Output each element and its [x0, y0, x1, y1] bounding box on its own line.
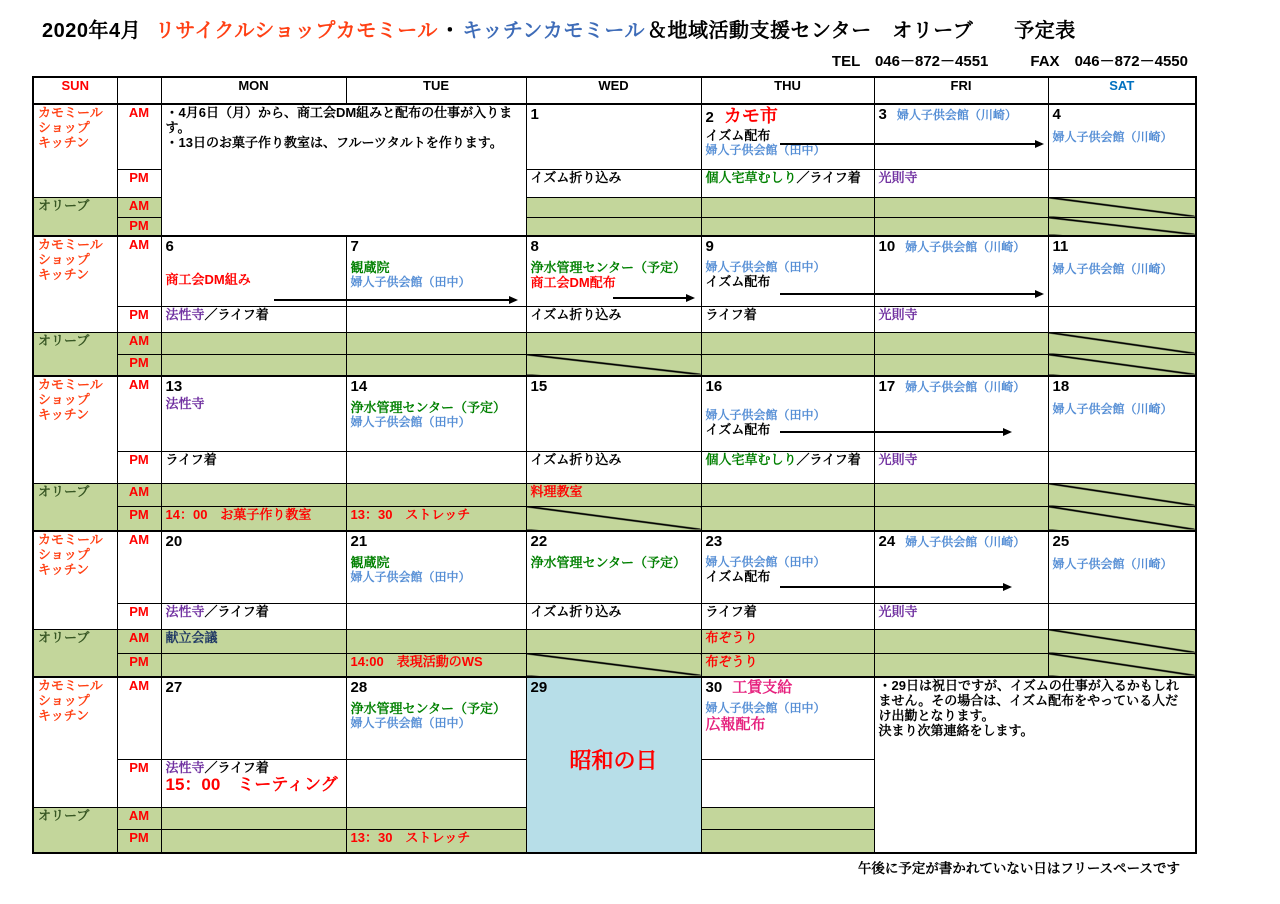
event-segment: カモ市	[723, 106, 778, 126]
cell-w1-sat-olive-pm	[1048, 217, 1196, 236]
header-sun: SUN	[33, 77, 117, 104]
group-label-line: キッチン	[38, 406, 90, 422]
cell-w5-mon-pm	[161, 759, 346, 807]
cell-w3-sat-olive-pm	[1048, 506, 1196, 531]
cell-w3-wed-olive-am	[526, 483, 701, 506]
ampm-label: PM	[117, 603, 161, 629]
cell-w1-thu-olive-am	[701, 197, 874, 217]
day-number: 1	[530, 106, 539, 123]
day-number: 9	[705, 238, 714, 255]
day-number: 30	[705, 679, 723, 696]
ampm-label: AM	[117, 376, 161, 451]
title-year: 2020年4月	[42, 20, 142, 42]
event-segment: 商工会DM配布	[530, 275, 616, 291]
event-segment: 婦人子供会館（川崎）	[1052, 130, 1173, 145]
group-label-kitchen	[33, 677, 117, 807]
week-2	[33, 236, 1196, 376]
cell-w5-thu-am	[701, 677, 874, 759]
event-segment: 婦人子供会館（田中）	[705, 408, 826, 423]
day-number: 15	[530, 378, 548, 395]
cell-w2-fri-olive-pm	[874, 354, 1048, 376]
ampm-label: AM	[117, 236, 161, 306]
day-number: 22	[530, 533, 548, 550]
cell-w4-wed-pm	[526, 603, 701, 629]
event-segment: 浄水管理センター（予定）	[530, 555, 686, 571]
cell-w3-sat-am	[1048, 376, 1196, 451]
event-segment: 観蔵院	[350, 555, 390, 571]
cell-w5-mon-olive-pm	[161, 829, 346, 853]
note-line: ・29日は祝日ですが、イズムの仕事が入るかもしれません。その場合は、イズム配布をやっている人だけ出勤となります。	[878, 678, 1179, 723]
group-label-line: カモミール	[38, 678, 103, 693]
event-segment: 法性寺	[165, 759, 205, 775]
title-rest: ＆地域活動支援センター オリーブ 予定表	[647, 20, 1076, 42]
group-label-olive	[33, 629, 117, 677]
cell-w2-mon-olive-pm	[161, 354, 346, 376]
event-segment: ライフ着	[705, 306, 757, 322]
cell-w3-tue-olive-pm	[346, 506, 526, 531]
event-segment: 14：00 お菓子作り教室	[165, 506, 312, 522]
ampm-label: AM	[117, 531, 161, 603]
cell-w2-thu-am	[701, 236, 874, 306]
cell-w1-fri-olive-pm	[874, 217, 1048, 236]
day-number: 13	[165, 378, 183, 395]
cell-w5-tue-olive-pm	[346, 829, 526, 853]
day-number: 23	[705, 533, 723, 550]
event-segment: 法性寺	[165, 396, 205, 412]
event-segment: イズム配布	[705, 274, 771, 290]
cell-w3-sat-olive-am	[1048, 483, 1196, 506]
event-segment: ／ライフ着	[796, 451, 861, 467]
group-label-line: オリーブ	[38, 332, 90, 348]
event-segment: 婦人子供会館（川崎）	[1052, 402, 1173, 417]
event-segment: 婦人子供会館（川崎）	[905, 535, 1026, 549]
cell-w5-mon-olive-am	[161, 807, 346, 829]
event-segment: 婦人子供会館（川崎）	[905, 380, 1026, 394]
cell-w3-wed-olive-pm	[526, 506, 701, 531]
header-fri: FRI	[874, 77, 1048, 104]
arrow-right	[780, 431, 1010, 433]
group-label-line: オリーブ	[38, 483, 90, 499]
event-segment: ライフ着	[705, 603, 757, 619]
tel-number: TEL 046－872－4551	[831, 53, 989, 70]
cell-w2-sat-pm	[1048, 306, 1196, 332]
note-line: 決まり次第連絡をします。	[878, 722, 1034, 738]
group-label-line: ショップ	[38, 251, 90, 267]
cell-w5-thu-olive-am	[701, 807, 874, 829]
day-number: 24	[878, 533, 896, 550]
cell-w3-tue-olive-am	[346, 483, 526, 506]
cell-w3-tue-am	[346, 376, 526, 451]
cell-w1-sat-pm	[1048, 169, 1196, 197]
cell-w5-tue-pm	[346, 759, 526, 807]
event-segment: 婦人子供会館（田中）	[350, 570, 471, 585]
cell-w3-fri-pm	[874, 451, 1048, 483]
cell-w1-fri-pm	[874, 169, 1048, 197]
group-label-kitchen	[33, 104, 117, 197]
cell-w4-thu-pm	[701, 603, 874, 629]
cell-w2-fri-am	[874, 236, 1048, 306]
cell-w3-sat-pm	[1048, 451, 1196, 483]
day-number: 18	[1052, 378, 1070, 395]
event-segment: 15：00 ミーティング	[165, 775, 338, 795]
ampm-label: PM	[117, 451, 161, 483]
cell-w1-thu-pm	[701, 169, 874, 197]
cell-w3-wed-pm	[526, 451, 701, 483]
ampm-label: AM	[117, 677, 161, 759]
cell-w2-wed-olive-am	[526, 332, 701, 354]
event-segment: 個人宅草むしり	[705, 169, 797, 185]
event-segment: 光則寺	[878, 306, 918, 322]
cell-w1-fri-olive-am	[874, 197, 1048, 217]
cell-w2-tue-olive-am	[346, 332, 526, 354]
cell-w2-mon-olive-am	[161, 332, 346, 354]
event-segment: 14:00 表現活動のWS	[350, 653, 483, 669]
holiday-name: 昭和の日	[569, 748, 658, 773]
cell-w2-wed-am	[526, 236, 701, 306]
day-number: 11	[1052, 238, 1069, 255]
event-segment: 法性寺	[165, 306, 205, 322]
cell-w1-wed-am	[526, 104, 701, 169]
group-label-line: ショップ	[38, 391, 90, 407]
header-ampm-spacer	[117, 77, 161, 104]
event-segment: 婦人子供会館（田中）	[705, 555, 826, 570]
cell-w4-tue-pm	[346, 603, 526, 629]
cell-w2-thu-olive-pm	[701, 354, 874, 376]
cell-w2-tue-pm	[346, 306, 526, 332]
cell-w4-thu-olive-am	[701, 629, 874, 653]
cell-w5-wed-holiday	[526, 677, 701, 853]
ampm-label: PM	[117, 759, 161, 807]
event-segment: 婦人子供会館（田中）	[705, 142, 826, 157]
cell-w5-tue-olive-am	[346, 807, 526, 829]
ampm-label: PM	[117, 169, 161, 197]
cell-w1-thu-am	[701, 104, 874, 169]
cell-w4-thu-am	[701, 531, 874, 603]
group-label-olive	[33, 197, 117, 236]
ampm-label: AM	[117, 807, 161, 829]
header-tue: TUE	[346, 77, 526, 104]
group-label-olive	[33, 483, 117, 531]
cell-w4-sat-pm	[1048, 603, 1196, 629]
day-number: 28	[350, 679, 368, 696]
week-1	[33, 104, 1196, 236]
group-label-line: カモミール	[38, 105, 103, 120]
footer-note: 午後に予定が書かれていない日はフリースペースです	[857, 861, 1180, 876]
event-segment: 法性寺	[165, 603, 205, 619]
day-number: 25	[1052, 533, 1070, 550]
cell-w1-thu-olive-pm	[701, 217, 874, 236]
cell-w4-tue-olive-am	[346, 629, 526, 653]
cell-w5-thu-pm	[701, 759, 874, 807]
cell-w3-tue-pm	[346, 451, 526, 483]
cell-w2-mon-am	[161, 236, 346, 306]
event-segment: 光則寺	[878, 451, 918, 467]
cell-w1-fri-am	[874, 104, 1048, 169]
cell-w2-thu-pm	[701, 306, 874, 332]
ampm-label: PM	[117, 829, 161, 853]
day-number: 3	[878, 106, 887, 123]
cell-w2-fri-pm	[874, 306, 1048, 332]
cell-w2-sat-olive-pm	[1048, 354, 1196, 376]
cell-w4-mon-pm	[161, 603, 346, 629]
event-segment: 料理教室	[530, 483, 583, 499]
ampm-label: AM	[117, 483, 161, 506]
day-number: 6	[165, 238, 174, 255]
day-number: 8	[530, 238, 539, 255]
cell-w3-fri-olive-pm	[874, 506, 1048, 531]
cell-w4-wed-olive-am	[526, 629, 701, 653]
cell-w3-wed-am	[526, 376, 701, 451]
event-segment: 婦人子供会館（川崎）	[1052, 557, 1173, 572]
header-row	[33, 77, 1196, 104]
cell-w2-tue-am	[346, 236, 526, 306]
ampm-label: PM	[117, 306, 161, 332]
arrow-right	[780, 586, 1010, 588]
event-segment: 個人宅草むしり	[705, 451, 797, 467]
event-segment: 婦人子供会館（田中）	[705, 260, 826, 275]
cell-w5-tue-am	[346, 677, 526, 759]
cell-w4-tue-am	[346, 531, 526, 603]
event-segment: ／ライフ着	[204, 306, 269, 322]
ampm-label: AM	[117, 629, 161, 653]
group-label-kitchen	[33, 236, 117, 332]
event-segment: イズム折り込み	[530, 306, 622, 322]
cell-w4-fri-olive-am	[874, 629, 1048, 653]
ampm-label: PM	[117, 506, 161, 531]
day-number: 14	[350, 378, 368, 395]
cell-w2-wed-pm	[526, 306, 701, 332]
day-number: 27	[165, 679, 183, 696]
cell-w3-mon-olive-pm	[161, 506, 346, 531]
group-label-line: ショップ	[38, 119, 90, 135]
group-label-kitchen	[33, 531, 117, 629]
ampm-label: AM	[117, 104, 161, 169]
cell-w4-fri-pm	[874, 603, 1048, 629]
week-5	[33, 677, 1196, 853]
cell-w2-sat-olive-am	[1048, 332, 1196, 354]
day-number: 2	[705, 109, 714, 126]
day-number: 20	[165, 533, 183, 550]
group-label-line: キッチン	[38, 134, 90, 150]
cell-w1-wed-pm	[526, 169, 701, 197]
cell-w3-fri-olive-am	[874, 483, 1048, 506]
event-segment: 商工会DM組み	[165, 272, 251, 288]
day-number: 10	[878, 238, 896, 255]
group-label-line: キッチン	[38, 707, 90, 723]
note-week5	[874, 677, 1196, 853]
event-segment: 婦人子供会館（川崎）	[1052, 262, 1173, 277]
schedule-table	[32, 76, 1197, 854]
ampm-label: PM	[117, 653, 161, 677]
event-segment: 広報配布	[705, 716, 766, 734]
cell-w4-mon-am	[161, 531, 346, 603]
day-number: 17	[878, 378, 896, 395]
event-segment: 婦人子供会館（田中）	[350, 275, 471, 290]
cell-w3-thu-olive-pm	[701, 506, 874, 531]
group-label-line: オリーブ	[38, 197, 90, 213]
cell-w2-tue-olive-pm	[346, 354, 526, 376]
cell-w2-sat-am	[1048, 236, 1196, 306]
day-number: 7	[350, 238, 359, 255]
event-segment: 13：30 ストレッチ	[350, 829, 471, 845]
event-segment: イズム折り込み	[530, 603, 622, 619]
cell-w3-thu-am	[701, 376, 874, 451]
cell-w3-mon-olive-am	[161, 483, 346, 506]
event-segment: ／ライフ着	[796, 169, 861, 185]
event-segment: イズム配布	[705, 127, 771, 143]
event-segment: 工賃支給	[732, 679, 793, 696]
fax-number: FAX 046－872－4550	[1030, 53, 1188, 70]
cell-w1-sat-olive-am	[1048, 197, 1196, 217]
event-segment: 布ぞうり	[705, 653, 758, 669]
arrow-right	[613, 297, 693, 299]
group-label-line: カモミール	[38, 237, 103, 252]
cell-w1-wed-olive-am	[526, 197, 701, 217]
header-mon: MON	[161, 77, 346, 104]
group-label-line: ショップ	[38, 692, 90, 708]
event-segment: 観蔵院	[350, 260, 390, 276]
ampm-label: AM	[117, 197, 161, 217]
title-kitchen-name: キッチンカモミール	[462, 20, 646, 42]
cell-w3-thu-pm	[701, 451, 874, 483]
header-sat: SAT	[1048, 77, 1196, 104]
cell-w3-mon-pm	[161, 451, 346, 483]
cell-w1-wed-olive-pm	[526, 217, 701, 236]
event-segment: 光則寺	[878, 169, 918, 185]
group-label-kitchen	[33, 376, 117, 483]
group-label-line: キッチン	[38, 266, 90, 282]
event-segment: イズム配布	[705, 422, 771, 438]
cell-w4-mon-olive-pm	[161, 653, 346, 677]
cell-w2-fri-olive-am	[874, 332, 1048, 354]
cell-w4-sat-am	[1048, 531, 1196, 603]
title-dot: ・	[439, 20, 461, 42]
arrow-right	[780, 143, 1042, 145]
note-week1	[161, 104, 526, 236]
event-segment: 婦人子供会館（田中）	[705, 701, 826, 716]
cell-w3-thu-olive-am	[701, 483, 874, 506]
page-title	[42, 14, 1078, 43]
group-label-olive	[33, 807, 117, 853]
cell-w4-tue-olive-pm	[346, 653, 526, 677]
contact-info	[832, 50, 1188, 71]
arrow-right	[274, 299, 516, 301]
event-segment: 浄水管理センター（予定）	[350, 400, 506, 416]
ampm-label: PM	[117, 217, 161, 236]
header-wed: WED	[526, 77, 701, 104]
week-3	[33, 376, 1196, 531]
cell-w4-sat-olive-am	[1048, 629, 1196, 653]
week-4	[33, 531, 1196, 677]
group-label-line: ショップ	[38, 546, 90, 562]
event-segment: 献立会議	[165, 629, 218, 645]
group-label-olive	[33, 332, 117, 376]
group-label-line: オリーブ	[38, 807, 90, 823]
note-line: ・13日のお菓子作り教室は、フルーツタルトを作ります。	[165, 134, 503, 150]
event-segment: 婦人子供会館（田中）	[350, 415, 471, 430]
cell-w2-thu-olive-am	[701, 332, 874, 354]
event-segment: 光則寺	[878, 603, 918, 619]
cell-w4-fri-am	[874, 531, 1048, 603]
cell-w5-thu-olive-pm	[701, 829, 874, 853]
event-segment: 婦人子供会館（川崎）	[905, 240, 1026, 254]
event-segment: 婦人子供会館（川崎）	[896, 108, 1017, 122]
event-segment: 婦人子供会館（田中）	[350, 716, 471, 731]
event-segment: ／ライフ着	[204, 759, 269, 775]
group-label-line: オリーブ	[38, 629, 90, 645]
note-line: ・4月6日（月）から、商工会DM組みと配布の仕事が入ります。	[165, 105, 513, 135]
cell-w5-mon-am	[161, 677, 346, 759]
event-segment: イズム配布	[705, 569, 771, 585]
cell-w4-wed-olive-pm	[526, 653, 701, 677]
group-label-line: カモミール	[38, 532, 103, 547]
cell-w2-mon-pm	[161, 306, 346, 332]
group-label-line: キッチン	[38, 561, 90, 577]
group-label-line: カモミール	[38, 377, 103, 392]
day-number: 16	[705, 378, 723, 395]
header-thu: THU	[701, 77, 874, 104]
event-segment: イズム折り込み	[530, 169, 622, 185]
cell-w4-thu-olive-pm	[701, 653, 874, 677]
day-number: 29	[530, 679, 548, 696]
cell-w3-fri-am	[874, 376, 1048, 451]
cell-w3-mon-am	[161, 376, 346, 451]
cell-w4-mon-olive-am	[161, 629, 346, 653]
cell-w4-wed-am	[526, 531, 701, 603]
day-number: 4	[1052, 106, 1061, 123]
event-segment: 浄水管理センター（予定）	[350, 701, 506, 717]
cell-w2-wed-olive-pm	[526, 354, 701, 376]
event-segment: ／ライフ着	[204, 603, 269, 619]
event-segment: ライフ着	[165, 451, 217, 467]
event-segment: 布ぞうり	[705, 629, 758, 645]
cell-w4-fri-olive-pm	[874, 653, 1048, 677]
title-shop-name: リサイクルショップカモミール	[155, 20, 438, 42]
cell-w1-sat-am	[1048, 104, 1196, 169]
ampm-label: AM	[117, 332, 161, 354]
event-segment: イズム折り込み	[530, 451, 622, 467]
event-segment: 13：30 ストレッチ	[350, 506, 471, 522]
event-segment: 浄水管理センター（予定）	[530, 260, 686, 276]
ampm-label: PM	[117, 354, 161, 376]
cell-w4-sat-olive-pm	[1048, 653, 1196, 677]
arrow-right	[780, 293, 1042, 295]
day-number: 21	[350, 533, 368, 550]
